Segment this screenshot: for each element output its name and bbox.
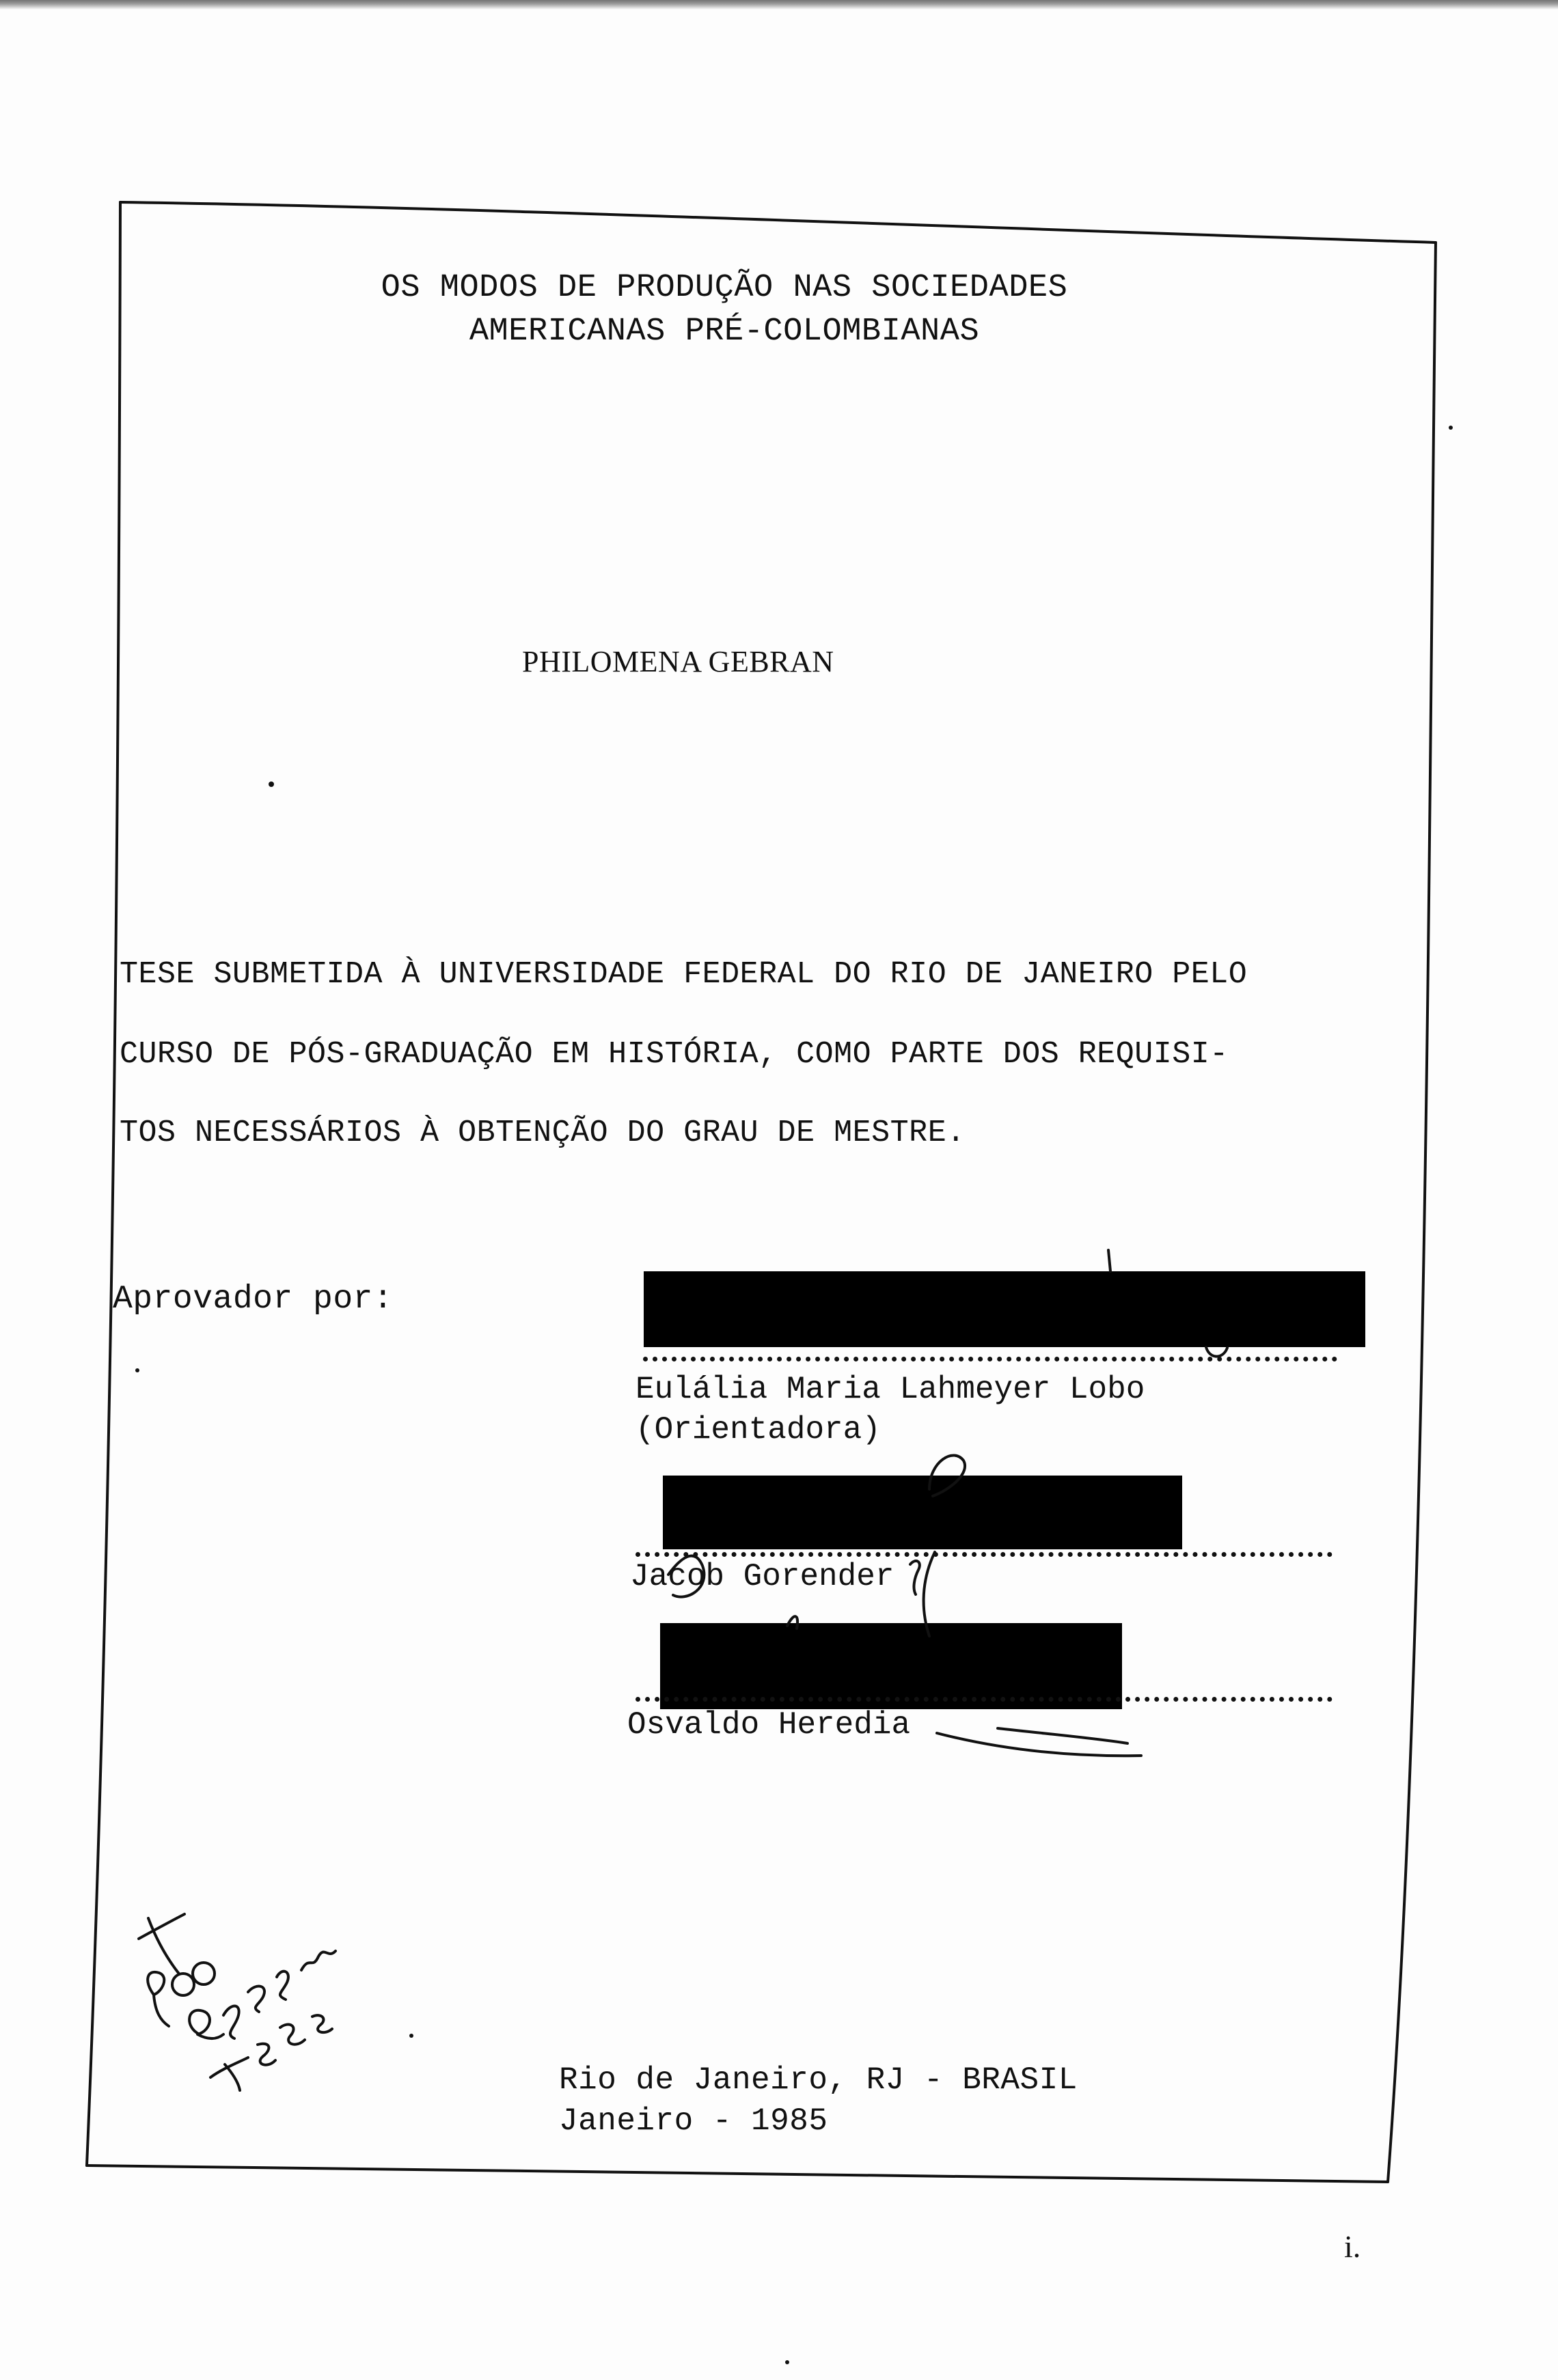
signature-dotted-line-1: [643, 1357, 1337, 1361]
signature-stroke: [1108, 1250, 1110, 1271]
handwritten-stroke: [148, 1972, 169, 2026]
scan-top-edge: [0, 0, 1558, 10]
examiner-1-role: (Orientadora): [636, 1412, 881, 1448]
handwritten-stroke: [139, 1914, 184, 1939]
handwritten-stroke: [172, 1974, 194, 1995]
redacted-signature-1: [644, 1271, 1365, 1347]
redacted-signature-2: [663, 1476, 1182, 1549]
frame-top-line: [120, 202, 1436, 243]
handwritten-stroke: [248, 1987, 264, 2012]
place-line: Rio de Janeiro, RJ - BRASIL: [559, 2062, 1078, 2098]
handwritten-stroke: [210, 2058, 248, 2077]
signature-stroke: [998, 1728, 1128, 1743]
handwritten-stroke: [301, 1951, 336, 1970]
scan-speck: [1449, 426, 1453, 430]
handwritten-stroke: [189, 2010, 223, 2038]
handwritten-stroke: [277, 1971, 288, 2000]
page-number: i.: [1344, 2229, 1361, 2264]
handwritten-stroke: [280, 2025, 305, 2045]
handwritten-stroke: [223, 2006, 239, 2039]
frame-bottom-line: [87, 2165, 1388, 2182]
signature-dotted-line-2: [636, 1552, 1332, 1557]
examiner-2-name: Jacob Gorender: [630, 1559, 894, 1594]
examiner-3-name: Osvaldo Heredia: [627, 1707, 911, 1743]
submission-statement-line-3: TOS NECESSÁRIOS À OBTENÇÃO DO GRAU DE MESTRE.: [120, 1116, 966, 1150]
scan-speck: [409, 2034, 413, 2038]
approval-label: Aprovador por:: [113, 1281, 394, 1318]
handwritten-stroke: [312, 2015, 332, 2032]
title-line-1: OS MODOS DE PRODUÇÃO NAS SOCIEDADES: [381, 270, 1068, 306]
handwritten-stroke: [258, 2044, 275, 2065]
signature-stroke: [1206, 1347, 1227, 1357]
signature-stroke: [937, 1733, 1141, 1756]
title-line-2: AMERICANAS PRÉ-COLOMBIANAS: [469, 314, 980, 350]
scan-speck: [785, 2360, 789, 2364]
scan-speck: [135, 1368, 139, 1372]
author-name: PHILOMENA GEBRAN: [522, 645, 834, 678]
handwritten-stroke: [225, 2064, 240, 2090]
submission-statement-line-2: CURSO DE PÓS-GRADUAÇÃO EM HISTÓRIA, COMO PARTE DOS REQUISI-: [120, 1037, 1229, 1072]
examiner-1-name: Eulália Maria Lahmeyer Lobo: [636, 1372, 1145, 1407]
handwritten-call-number-annotation: [113, 1906, 359, 2111]
scan-speck: [269, 781, 274, 787]
signature-dotted-line-3: [636, 1697, 1332, 1702]
submission-statement-line-1: TESE SUBMETIDA À UNIVERSIDADE FEDERAL DO RIO DE JANEIRO PELO: [120, 957, 1248, 992]
frame-right-line: [1388, 243, 1436, 2182]
signature-stroke: [910, 1561, 920, 1594]
date-line: Janeiro - 1985: [559, 2103, 828, 2139]
frame-left-line: [87, 202, 120, 2165]
handwritten-stroke: [193, 1963, 215, 1984]
